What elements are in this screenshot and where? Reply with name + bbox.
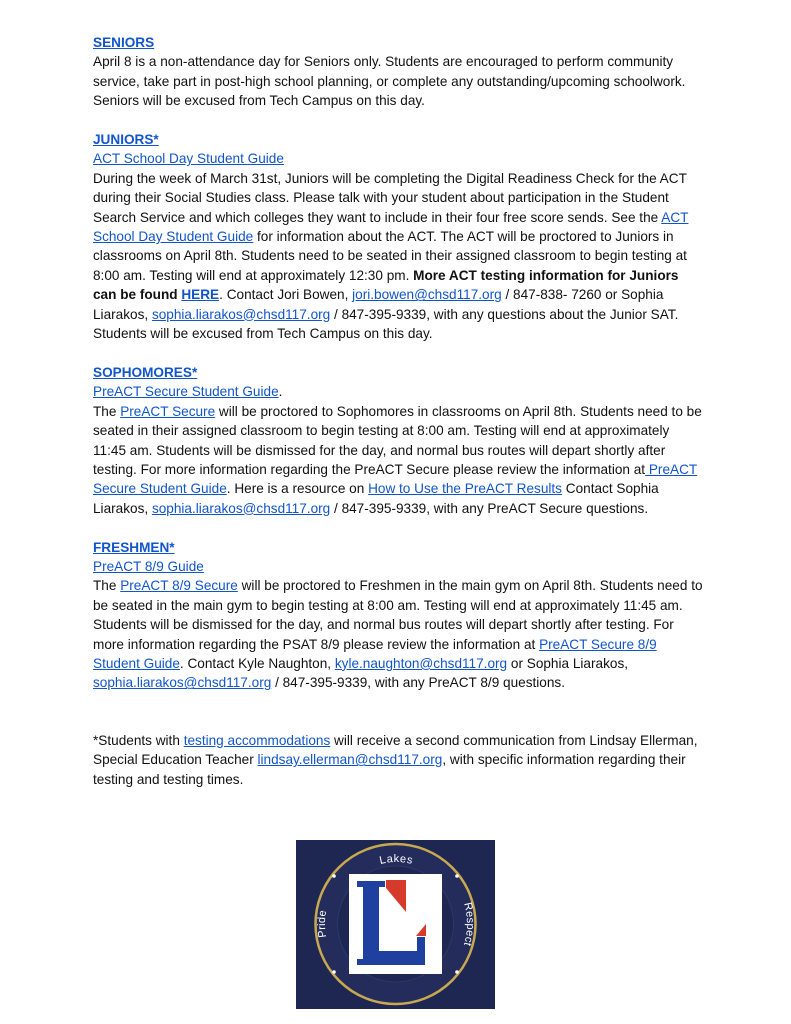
logo-dot [332,970,336,974]
guide-period: . [278,384,283,400]
sophia-email-link[interactable]: sophia.liarakos@chsd117.org [93,675,272,691]
preact-results-link[interactable]: How to Use the PreACT Results [368,481,562,497]
testing-accommodations-link[interactable]: testing accommodations [183,732,331,748]
act-guide-inline-link[interactable]: ACT School Day Student Guide [93,209,689,245]
freshmen-section [93,538,703,693]
logo-letter-text: L [395,930,396,931]
freshmen-text-2: will be proctored to Freshmen in the main gym on April 8th. Students need to be seated in the main gym to begin testing at 8:00 am. Testing will end at approximately 11:45 am. Students will be dismissed for the day, and normal bus routes will depart shortly after testing. For more information regarding the PSAT 8/9 please review the information at [93,578,703,652]
jori-email-link[interactable]: jori.bowen@chsd117.org [352,287,502,303]
juniors-text-3: . Contact Jori Bowen, [219,287,353,303]
sophia-email-link[interactable]: sophia.liarakos@chsd117.org [151,500,331,516]
sophomores-text-1: The [93,403,121,419]
freshmen-text-5: / 847-395-9339, with any PreACT 8/9 questions. [271,675,565,691]
freshmen-heading-link[interactable]: FRESHMEN* [93,539,175,555]
kyle-email-link[interactable]: kyle.naughton@chsd117.org [334,655,508,671]
act-guide-link[interactable]: ACT School Day Student Guide [93,151,284,167]
sophomores-text-3: . Here is a resource on [226,481,369,497]
sophomores-text-5: / 847-395-9339, with any PreACT Secure questions. [330,500,649,516]
sophomores-text-4: Contact Sophia Liarakos, [93,481,659,516]
logo-word-right: Respect [461,901,477,948]
sophomores-body [93,402,703,518]
footnote-text-2: will receive a second communication from Lindsay Ellerman, Special Education Teacher [93,732,698,768]
sophomores-heading-link[interactable]: SOPHOMORES* [93,364,198,380]
school-logo [296,840,495,1009]
logo-word-top: Lakes [378,852,414,867]
freshmen-text-1: The [93,578,121,594]
logo-dot [455,874,459,878]
juniors-bold-text: More ACT testing information for Juniors can be found [93,267,679,303]
sophomores-section [93,363,703,518]
seniors-body: April 8 is a non-attendance day for Seniors only. Students are encouraged to perform community service, take part in post-high school planning, or complete any outstanding/upcoming schoolwork. Seniors will be excused from Tech Campus on this day. [93,54,686,109]
preact-secure-guide-link[interactable]: PreACT Secure Student Guide [93,384,279,400]
lindsay-email-link[interactable]: lindsay.ellerman@chsd117.org [257,752,443,768]
freshmen-text-3: . Contact Kyle Naughton, [179,655,335,671]
seniors-section [93,33,703,111]
preact-89-secure-link[interactable]: PreACT 8/9 Secure [120,578,238,594]
logo-dot [455,970,459,974]
preact-secure-guide-inline-link[interactable]: PreACT Secure Student Guide [93,461,698,497]
freshmen-body [93,576,703,692]
logo-dot [332,874,336,878]
footnote-body [93,731,703,789]
juniors-text-4: / 847-838- 7260 or Sophia Liarakos, [93,287,664,322]
accommodations-footnote [93,731,703,789]
footnote-text-1: *Students with [93,732,184,748]
juniors-text-1: During the week of March 31st, Juniors will be completing the Digital Readiness Check for the ACT during their Social Studies class. Please talk with your student about participation in the Student Search Service and which colleges they want to include in their four free score sends. See the [93,170,687,225]
juniors-section [93,130,703,343]
footnote-text-3: , with specific information regarding their testing and testing times. [93,752,686,787]
preact-secure-link[interactable]: PreACT Secure [120,403,216,419]
document-page [93,33,703,789]
juniors-body [93,169,703,344]
sophomores-text-2: will be proctored to Sophomores in classrooms on April 8th. Students need to be seated in their assigned classroom to begin testing at 8:00 am. Testing will end at approximately 11:45 am. Students will be dismissed for the day, and normal bus routes will depart shortly after testing. For more information regarding the PreACT Secure please review the information at [93,403,702,477]
here-link[interactable]: HERE [181,287,220,303]
sophia-email-link[interactable]: sophia.liarakos@chsd117.org [151,306,331,322]
juniors-text-5: / 847-395-9339, with any questions about the Junior SAT. Students will be excused from Tech Campus on this day. [93,306,679,342]
school-logo-graphic [296,840,495,1009]
juniors-text-2: for information about the ACT. The ACT will be proctored to Juniors in classrooms on April 8th. Students need to be seated in their assigned classroom to begin testing at 8:00 am. Testing will end at approximately 12:30 pm. [93,229,687,283]
seniors-heading-link[interactable]: SENIORS [93,35,155,50]
preact-89-student-guide-link[interactable]: PreACT Secure 8/9 Student Guide [93,636,657,671]
logo-word-left: Pride [315,909,330,939]
freshmen-text-4: or Sophia Liarakos, [507,655,629,671]
sophomores-guide-line [93,382,703,401]
juniors-heading-link[interactable]: JUNIORS* [93,132,159,148]
preact-89-guide-link[interactable]: PreACT 8/9 Guide [93,558,204,574]
